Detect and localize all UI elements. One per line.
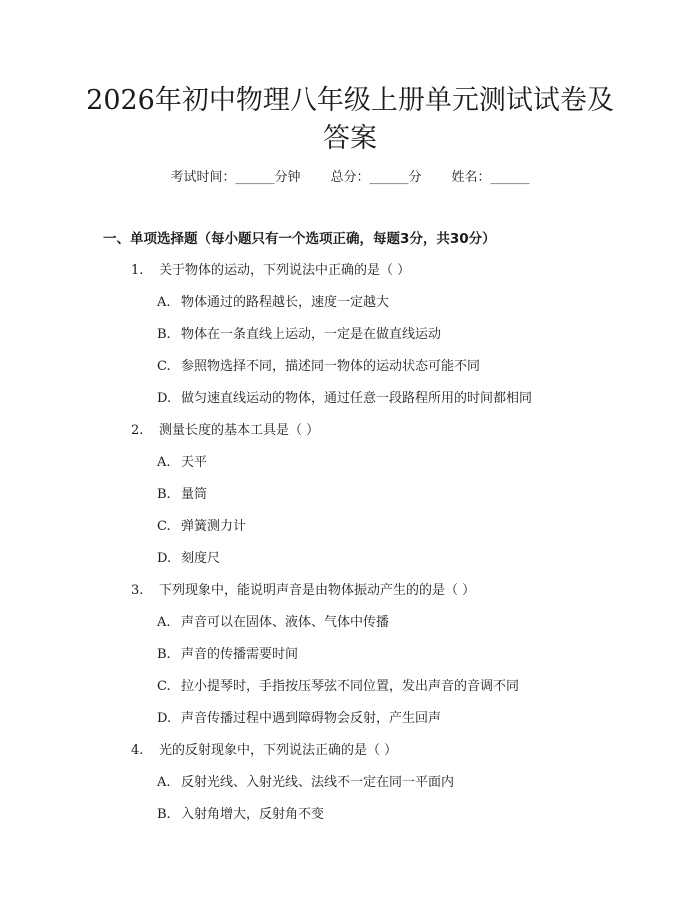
option-letter: A. bbox=[157, 295, 171, 310]
option-1a bbox=[157, 293, 389, 313]
option-text: 天平 bbox=[181, 455, 208, 470]
option-1b bbox=[157, 325, 441, 345]
option-3d bbox=[157, 709, 441, 729]
option-text: 入射角增大，反射角不变 bbox=[181, 807, 325, 822]
page-title bbox=[80, 82, 620, 158]
question-text: 光的反射现象中，下列说法正确的是（ ） bbox=[159, 743, 398, 758]
option-letter: B. bbox=[157, 807, 171, 822]
option-text: 声音可以在固体、液体、气体中传播 bbox=[181, 615, 390, 630]
question-text: 测量长度的基本工具是（ ） bbox=[159, 423, 320, 438]
exam-info bbox=[0, 168, 700, 188]
option-4a bbox=[157, 773, 454, 793]
exam-time-field: 考试时间：______分钟 bbox=[170, 170, 301, 185]
option-text: 声音的传播需要时间 bbox=[181, 647, 299, 662]
option-letter: D. bbox=[157, 711, 172, 726]
option-text: 做匀速直线运动的物体，通过任意一段路程所用的时间都相同 bbox=[181, 391, 533, 406]
section-heading: 一、单项选择题（每小题只有一个选项正确，每题3分，共30分） bbox=[103, 231, 496, 247]
option-text: 参照物选择不同，描述同一物体的运动状态可能不同 bbox=[181, 359, 481, 374]
name-field: 姓名：______ bbox=[451, 170, 530, 185]
option-text: 物体在一条直线上运动，一定是在做直线运动 bbox=[181, 327, 442, 342]
option-4b bbox=[157, 805, 324, 825]
option-letter: A. bbox=[157, 775, 171, 790]
option-2c bbox=[157, 517, 246, 537]
option-letter: B. bbox=[157, 327, 171, 342]
question-3 bbox=[131, 581, 475, 601]
title-line-2: 答案 bbox=[323, 123, 377, 154]
option-letter: C. bbox=[157, 679, 171, 694]
option-text: 反射光线、入射光线、法线不一定在同一平面内 bbox=[181, 775, 455, 790]
option-2d bbox=[157, 549, 220, 569]
question-number: 3. bbox=[131, 583, 144, 598]
option-letter: A. bbox=[157, 615, 171, 630]
option-text: 刻度尺 bbox=[181, 551, 221, 566]
option-3a bbox=[157, 613, 389, 633]
question-text: 关于物体的运动，下列说法中正确的是（ ） bbox=[159, 263, 411, 278]
question-2 bbox=[131, 421, 319, 441]
question-number: 4. bbox=[131, 743, 144, 758]
total-score-field: 总分：______分 bbox=[330, 170, 422, 185]
question-text: 下列现象中，能说明声音是由物体振动产生的的是（ ） bbox=[159, 583, 476, 598]
option-letter: D. bbox=[157, 551, 172, 566]
option-letter: B. bbox=[157, 647, 171, 662]
option-text: 弹簧测力计 bbox=[181, 519, 247, 534]
option-letter: A. bbox=[157, 455, 171, 470]
question-number: 1. bbox=[131, 263, 144, 278]
option-letter: B. bbox=[157, 487, 171, 502]
title-line-1: 2026年初中物理八年级上册单元测试试卷及 bbox=[86, 85, 614, 116]
option-3c bbox=[157, 677, 519, 697]
question-4 bbox=[131, 741, 397, 761]
option-letter: D. bbox=[157, 391, 172, 406]
option-letter: C. bbox=[157, 519, 171, 534]
option-text: 拉小提琴时，手指按压琴弦不同位置，发出声音的音调不同 bbox=[181, 679, 520, 694]
option-3b bbox=[157, 645, 298, 665]
option-2b bbox=[157, 485, 207, 505]
option-text: 声音传播过程中遇到障碍物会反射，产生回声 bbox=[181, 711, 442, 726]
question-number: 2. bbox=[131, 423, 144, 438]
option-text: 物体通过的路程越长，速度一定越大 bbox=[181, 295, 390, 310]
option-2a bbox=[157, 453, 207, 473]
option-1c bbox=[157, 357, 480, 377]
option-letter: C. bbox=[157, 359, 171, 374]
question-1 bbox=[131, 261, 410, 281]
option-1d bbox=[157, 389, 532, 409]
option-text: 量筒 bbox=[181, 487, 208, 502]
